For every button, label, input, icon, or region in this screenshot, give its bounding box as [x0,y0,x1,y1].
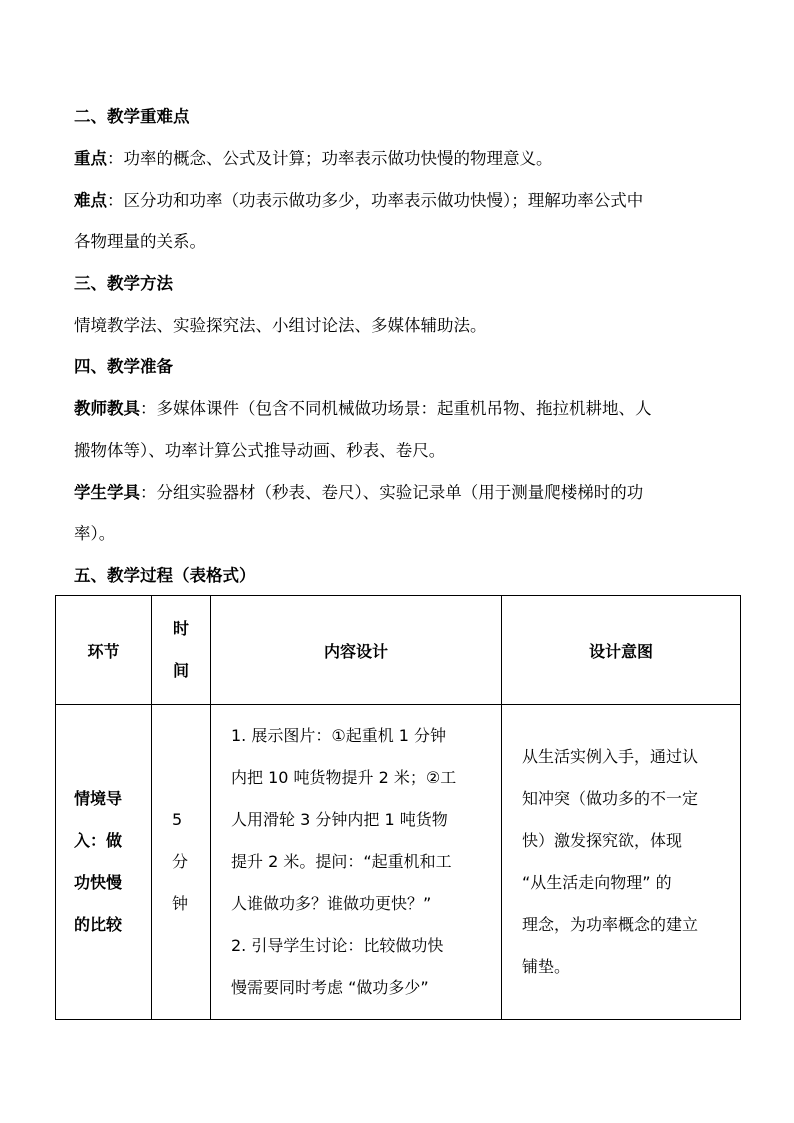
intent-line: 从生活实例入手，通过认 [522,747,699,766]
content-line: 2. 引导学生讨论：比较做功快 [231,936,444,955]
section-heading-methods: 三、教学方法 [74,274,173,293]
teacher-tools-paragraph [74,397,734,421]
difficulties-label: 难点 [74,191,107,210]
table-header-row [56,596,741,705]
methods-text: 情境教学法、实验探究法、小组讨论法、多媒体辅助法。 [74,316,487,335]
header-time-char2: 间 [172,661,189,680]
student-tools-label: 学生学具 [74,483,140,502]
content-line: 内把 10 吨货物提升 2 米；②工 [231,768,457,787]
intent-line: 理念，为功率概念的建立 [522,915,699,934]
time-line: 钟 [172,894,189,913]
header-content: 内容设计 [211,596,502,705]
student-tools-text-line1: ：分组实验器材（秒表、卷尺）、实验记录单（用于测量爬楼梯时的功 [140,483,644,502]
teaching-process-table [55,595,741,1020]
content-line: 1. 展示图片：①起重机 1 分钟 [231,726,447,745]
content-line: 提升 2 米。提问：“起重机和工 [231,852,452,871]
stage-line: 功快慢 [74,873,123,892]
student-tools-paragraph [74,481,734,505]
stage-cell [56,705,152,1020]
intent-line: “从生活走向物理” 的 [522,873,672,892]
key-points-paragraph [74,147,734,171]
key-points-text: ：功率的概念、公式及计算；功率表示做功快慢的物理意义。 [107,149,553,168]
stage-line: 入：做 [74,831,123,850]
header-time-char1: 时 [172,619,189,638]
teacher-tools-text-line2: 搬物体等）、功率计算公式推导动画、秒表、卷尺。 [74,441,446,460]
section-heading-key-points: 二、教学重难点 [74,107,190,126]
stage-line: 情境导 [74,789,123,808]
key-points-label: 重点 [74,149,107,168]
stage-line: 的比较 [74,915,123,934]
header-intent: 设计意图 [502,596,741,705]
teacher-tools-text-line1: ：多媒体课件（包含不同机械做功场景：起重机吊物、拖拉机耕地、人 [140,399,652,418]
time-line: 5 [172,810,183,829]
intent-line: 知冲突（做功多的不一定 [522,789,699,808]
teacher-tools-label: 教师教具 [74,399,140,418]
student-tools-text-line2: 率）。 [74,524,116,543]
content-line: 人用滑轮 3 分钟内把 1 吨货物 [231,810,448,829]
intent-line: 铺垫。 [522,957,571,976]
header-stage: 环节 [56,596,152,705]
difficulties-text-line1: ：区分功和功率（功表示做功多少，功率表示做功快慢）；理解功率公式中 [107,191,644,210]
difficulties-paragraph [74,189,734,213]
section-heading-process: 五、教学过程（表格式） [74,566,256,585]
difficulties-text-line2: 各物理量的关系。 [74,232,206,251]
section-heading-preparation: 四、教学准备 [74,357,173,376]
content-line: 慢需要同时考虑 “做功多少” [231,978,429,997]
header-time [152,596,211,705]
content-cell [211,705,502,1020]
time-cell [152,705,211,1020]
table-row [56,705,741,1020]
content-line: 人谁做功多？谁做功更快？” [231,894,432,913]
time-line: 分 [172,852,189,871]
intent-cell [502,705,741,1020]
intent-line: 快）激发探究欲，体现 [522,831,683,850]
